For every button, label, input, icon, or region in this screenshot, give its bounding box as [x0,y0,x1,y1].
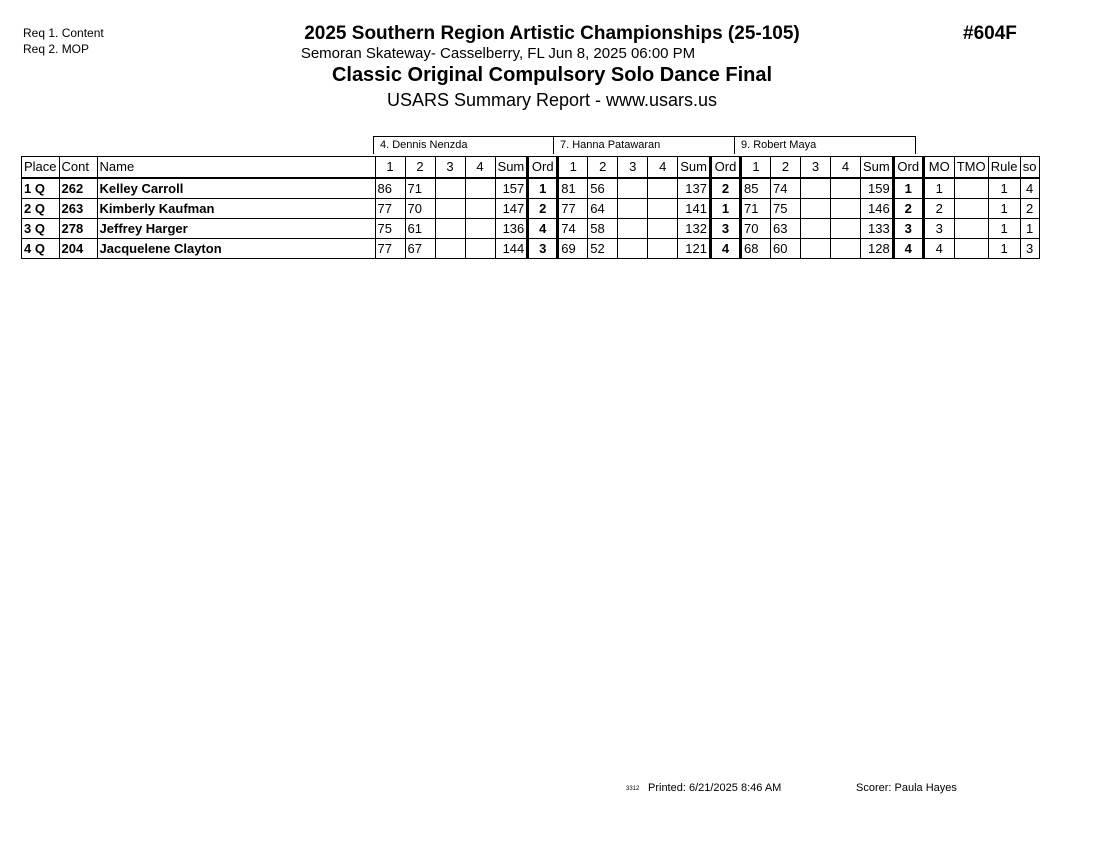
judge3-score1-cell: 68 [741,239,771,259]
col-j3-sum: Sum [861,157,894,179]
judge3-score1-cell: 85 [741,178,771,199]
judge3-score2-cell: 75 [771,199,801,219]
judge2-sum-cell: 137 [678,178,711,199]
judge2-score2-cell: 58 [588,219,618,239]
name-cell: Jeffrey Harger [97,219,375,239]
judge2-score1-cell: 77 [558,199,588,219]
tmo-cell [954,178,988,199]
so-cell: 4 [1020,178,1039,199]
judge3-score4-cell [831,199,861,219]
col-j2-s4: 4 [648,157,678,179]
judge3-score1-cell: 70 [741,219,771,239]
judge3-ord-cell: 2 [893,199,923,219]
cont-cell: 262 [59,178,97,199]
col-j1-s1: 1 [375,157,405,179]
judge1-score3-cell [435,239,465,259]
judge2-score2-cell: 52 [588,239,618,259]
event-number: #604F [963,23,1017,44]
judge2-score4-cell [648,239,678,259]
col-so: so [1020,157,1039,179]
col-j1-ord: Ord [528,157,558,179]
judge2-score1-cell: 81 [558,178,588,199]
col-j2-s1: 1 [558,157,588,179]
mo-cell: 3 [923,219,954,239]
judge1-score2-cell: 71 [405,178,435,199]
col-place: Place [22,157,60,179]
judge2-score2-cell: 64 [588,199,618,219]
judge3-score4-cell [831,178,861,199]
judge3-score4-cell [831,219,861,239]
judge1-score4-cell [465,178,495,199]
col-cont: Cont [59,157,97,179]
table-row [22,219,1040,239]
place-cell: 4 Q [22,239,60,259]
judge-header-1: 4. Dennis Nenzda [373,136,554,154]
cont-cell: 204 [59,239,97,259]
results-table [21,156,1040,259]
rule-cell: 1 [988,219,1020,239]
name-cell: Kimberly Kaufman [97,199,375,219]
table-row [22,239,1040,259]
mo-cell: 1 [923,178,954,199]
col-j3-s3: 3 [801,157,831,179]
requirement-1: Req 1. Content [23,26,104,40]
judge1-ord-cell: 4 [528,219,558,239]
col-j3-s4: 4 [831,157,861,179]
col-j1-s3: 3 [435,157,465,179]
judge2-score4-cell [648,178,678,199]
judge1-score2-cell: 61 [405,219,435,239]
event-name: Classic Original Compulsory Solo Dance Final [331,64,773,86]
cont-cell: 263 [59,199,97,219]
mo-cell: 4 [923,239,954,259]
judge1-score1-cell: 86 [375,178,405,199]
judge1-sum-cell: 144 [495,239,528,259]
judge1-score3-cell [435,219,465,239]
judge2-score1-cell: 69 [558,239,588,259]
judge1-score4-cell [465,199,495,219]
judge3-sum-cell: 146 [861,199,894,219]
requirement-2: Req 2. MOP [23,42,90,56]
judge1-score1-cell: 75 [375,219,405,239]
rule-cell: 1 [988,239,1020,259]
report-code-text: 3312 [626,786,640,792]
col-j1-s4: 4 [465,157,495,179]
judge-header-2: 7. Hanna Patawaran [553,136,735,154]
venue-date: Semoran Skateway- Casselberry, FL Jun 8, 2025 06:00 PM [300,45,696,62]
judge1-ord-cell: 3 [528,239,558,259]
judge2-ord-cell: 1 [711,199,741,219]
judge2-sum-cell: 141 [678,199,711,219]
cont-cell: 278 [59,219,97,239]
judge3-score3-cell [801,199,831,219]
judge2-score3-cell [618,239,648,259]
col-mo: MO [923,157,954,179]
judge2-score3-cell [618,199,648,219]
so-cell: 2 [1020,199,1039,219]
judge-header-3: 9. Robert Maya [734,136,916,154]
judge3-score2-cell: 63 [771,219,801,239]
mo-cell: 2 [923,199,954,219]
rule-cell: 1 [988,199,1020,219]
judge3-ord-cell: 1 [893,178,923,199]
col-j2-s3: 3 [618,157,648,179]
judge2-sum-cell: 121 [678,239,711,259]
so-cell: 3 [1020,239,1039,259]
judge1-score2-cell: 67 [405,239,435,259]
col-j3-s2: 2 [771,157,801,179]
judge2-ord-cell: 2 [711,178,741,199]
judge2-ord-cell: 4 [711,239,741,259]
judge2-score4-cell [648,199,678,219]
judge3-score3-cell [801,219,831,239]
judge2-score3-cell [618,178,648,199]
judge1-score4-cell [465,219,495,239]
results-body [22,178,1040,259]
place-cell: 2 Q [22,199,60,219]
judge1-score1-cell: 77 [375,239,405,259]
judge2-score3-cell [618,219,648,239]
col-name: Name [97,157,375,179]
tmo-cell [954,219,988,239]
printed-timestamp: Printed: 6/21/2025 8:46 AM [648,782,782,794]
report-name: USARS Summary Report - www.usars.us [386,90,718,110]
judge1-score3-cell [435,199,465,219]
judge2-ord-cell: 3 [711,219,741,239]
judge2-score1-cell: 74 [558,219,588,239]
judge1-score1-cell: 77 [375,199,405,219]
tmo-cell [954,239,988,259]
col-j1-sum: Sum [495,157,528,179]
place-cell: 1 Q [22,178,60,199]
competition-title: 2025 Southern Region Artistic Championships (25-105) [304,23,800,44]
judge1-ord-cell: 2 [528,199,558,219]
judge1-ord-cell: 1 [528,178,558,199]
col-j2-ord: Ord [711,157,741,179]
name-cell: Jacquelene Clayton [97,239,375,259]
judge3-sum-cell: 159 [861,178,894,199]
col-j3-s1: 1 [741,157,771,179]
judge3-score1-cell: 71 [741,199,771,219]
col-j3-ord: Ord [893,157,923,179]
place-cell: 3 Q [22,219,60,239]
judge3-score3-cell [801,239,831,259]
judge1-score2-cell: 70 [405,199,435,219]
table-header-row [22,157,1040,179]
judge1-score4-cell [465,239,495,259]
judge1-sum-cell: 147 [495,199,528,219]
col-tmo: TMO [954,157,988,179]
judge2-score4-cell [648,219,678,239]
judge3-sum-cell: 128 [861,239,894,259]
judge3-score2-cell: 74 [771,178,801,199]
judge3-score4-cell [831,239,861,259]
name-cell: Kelley Carroll [97,178,375,199]
scorer-name: Scorer: Paula Hayes [856,782,957,794]
col-j2-s2: 2 [588,157,618,179]
judge2-sum-cell: 132 [678,219,711,239]
judge2-score2-cell: 56 [588,178,618,199]
report-code [626,781,639,793]
col-j1-s2: 2 [405,157,435,179]
judge3-ord-cell: 3 [893,219,923,239]
col-j2-sum: Sum [678,157,711,179]
judge3-ord-cell: 4 [893,239,923,259]
judge1-score3-cell [435,178,465,199]
rule-cell: 1 [988,178,1020,199]
judge3-score2-cell: 60 [771,239,801,259]
so-cell: 1 [1020,219,1039,239]
judge3-score3-cell [801,178,831,199]
judge3-sum-cell: 133 [861,219,894,239]
judge1-sum-cell: 136 [495,219,528,239]
tmo-cell [954,199,988,219]
col-rule: Rule [988,157,1020,179]
judge1-sum-cell: 157 [495,178,528,199]
table-row [22,178,1040,199]
table-row [22,199,1040,219]
